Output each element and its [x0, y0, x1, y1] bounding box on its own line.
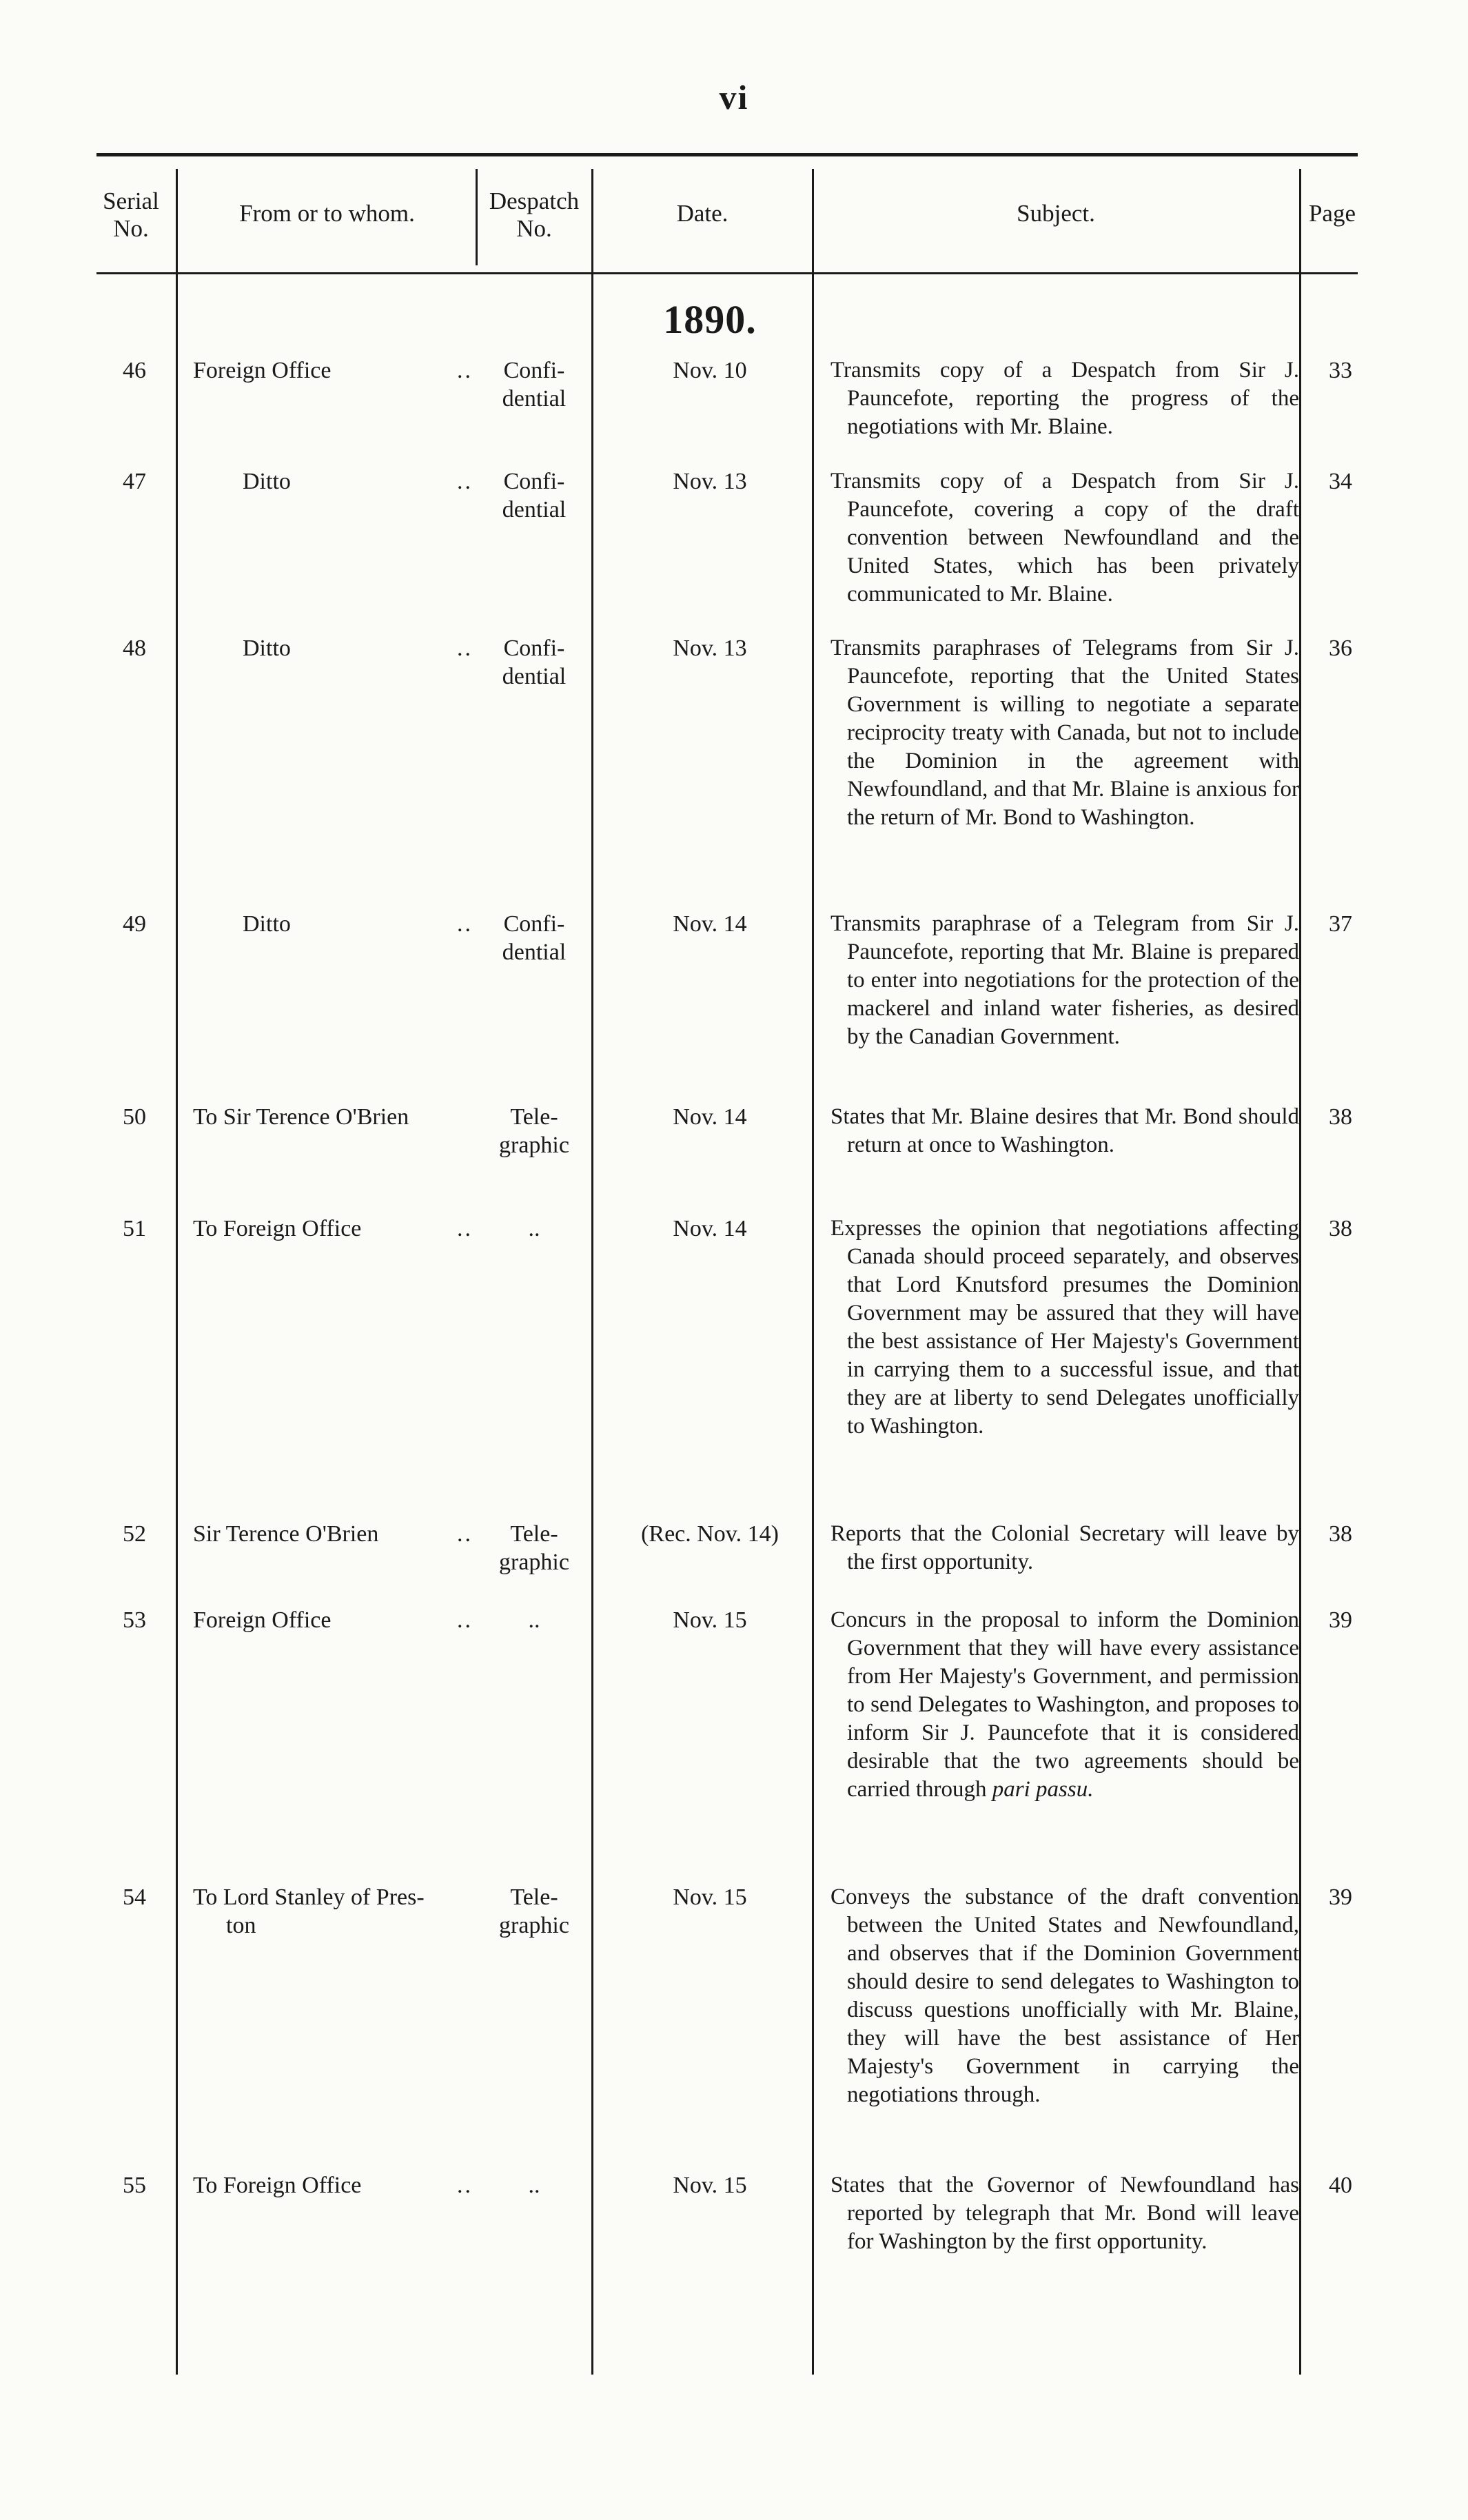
page-reference: 38 [1329, 1521, 1352, 1547]
despatch-line: Tele- [510, 1104, 558, 1130]
serial-number: 52 [123, 1521, 146, 1547]
header-date: Date. [676, 200, 728, 227]
despatch-number [476, 356, 593, 413]
subject-text: Concurs in the proposal to inform the Dominion Government that they will have every assistance from Her Majesty's Government, and permission to send Delegates to Washington, and proposes to inform Sir J. Pauncefote that it is considered desirable that the two agreements should be carried through [830, 1607, 1299, 1802]
header-page: Page [1308, 200, 1356, 227]
from-leader: .. [457, 469, 473, 494]
header-subject: Subject. [1017, 200, 1095, 227]
page-reference: 39 [1329, 1607, 1352, 1633]
serial-number: 46 [123, 358, 146, 383]
date: Nov. 15 [673, 2173, 747, 2198]
from-line: Ditto [243, 469, 291, 494]
header-serial [90, 187, 172, 243]
date: Nov. 14 [673, 1104, 747, 1130]
date: Nov. 13 [673, 469, 747, 494]
subject [830, 1606, 1299, 1804]
from-leader: .. [457, 1521, 473, 1547]
from-to-whom [193, 467, 476, 496]
subject: Conveys the substance of the draft convention between the United States and Newfoundland, and observes that if the Dominion Government should desire to send delegates to Washington to discuss questions unofficially with Mr. Blaine, they will have the best assistance of Her Majesty's Government in carrying the negotiations through. [830, 1884, 1299, 2107]
from-to-whom [193, 1103, 476, 1131]
date: Nov. 13 [673, 636, 747, 661]
from-to-whom [193, 2171, 476, 2199]
despatch-line: .. [528, 2173, 540, 2198]
page-number: vi [719, 78, 749, 116]
despatch-line: Confi- [503, 911, 565, 937]
page-reference: 36 [1329, 636, 1352, 661]
from-line: Ditto [243, 636, 291, 661]
serial-number: 54 [123, 1884, 146, 1910]
despatch-line: dential [502, 386, 567, 411]
despatch-line: Tele- [510, 1521, 558, 1547]
header-serial-line2: No. [113, 215, 149, 242]
despatch-number [476, 1215, 593, 1243]
serial-number: 49 [123, 911, 146, 937]
date: Nov. 10 [673, 358, 747, 383]
header-serial-line1: Serial [103, 187, 159, 214]
serial-number: 48 [123, 636, 146, 661]
header-despatch-line1: Despatch [489, 187, 580, 214]
despatch-line: .. [528, 1216, 540, 1241]
from-line: ton [226, 1913, 256, 1938]
despatch-number [476, 1606, 593, 1634]
from-line: Foreign Office [193, 1607, 332, 1633]
from-leader: .. [457, 636, 473, 661]
page-reference: 37 [1329, 911, 1352, 937]
from-to-whom [193, 1606, 476, 1634]
page-reference: 33 [1329, 358, 1352, 383]
col-divider-4 [812, 169, 814, 2375]
subject: Transmits copy of a Despatch from Sir J. Pauncefote, covering a copy of the draft convention between Newfoundland and the United States, which has been privately communicated to Mr. Blaine. [830, 469, 1299, 607]
from-to-whom [193, 1883, 476, 1940]
subject: Expresses the opinion that negotiations affecting Canada should proceed separately, and observes that Lord Knutsford presumes the Dominion Government may be assured that they will have the best assistance of Her Majesty's Government in carrying them to a successful issue, and that they are at liberty to send Delegates unofficially to Washington. [830, 1216, 1299, 1439]
despatch-line: dential [502, 664, 567, 689]
from-leader: .. [457, 2173, 473, 2198]
subject: Transmits paraphrase of a Telegram from Sir J. Pauncefote, reporting that Mr. Blaine is prepared to enter into negotiations for the protection of the mackerel and inland water fisheries, as desired by the Canadian Government. [830, 911, 1299, 1049]
col-divider-1 [176, 169, 178, 2375]
from-to-whom [193, 356, 476, 385]
from-line: To Sir Terence O'Brien [193, 1104, 409, 1130]
despatch-line: Confi- [503, 358, 565, 383]
subject: Transmits paraphrases of Telegrams from Sir J. Pauncefote, reporting that the United States Government is willing to negotiate a separate reciprocity treaty with Canada, but not to include the Dominion in the agreement with Newfoundland, and that Mr. Blaine is anxious for the return of Mr. Bond to Washington. [830, 636, 1299, 830]
despatch-number [476, 634, 593, 691]
date: (Rec. Nov. 14) [641, 1521, 779, 1547]
date: Nov. 15 [673, 1884, 747, 1910]
from-line: Foreign Office [193, 358, 332, 383]
despatch-line: graphic [499, 1549, 569, 1575]
page-reference: 39 [1329, 1884, 1352, 1910]
despatch-line: Confi- [503, 636, 565, 661]
despatch-number [476, 1520, 593, 1576]
despatch-line: Tele- [510, 1884, 558, 1910]
serial-number: 55 [123, 2173, 146, 2198]
date: Nov. 14 [673, 911, 747, 937]
subject: Transmits copy of a Despatch from Sir J. Pauncefote, reporting the progress of the negotiations with Mr. Blaine. [830, 358, 1299, 439]
from-to-whom [193, 1520, 476, 1548]
header-bottom-rule [96, 272, 1358, 274]
serial-number: 53 [123, 1607, 146, 1633]
subject: States that Mr. Blaine desires that Mr. Bond should return at once to Washington. [830, 1104, 1299, 1157]
serial-number: 50 [123, 1104, 146, 1130]
from-to-whom [193, 634, 476, 662]
despatch-line: dential [502, 497, 567, 522]
despatch-line: graphic [499, 1132, 569, 1158]
despatch-line: graphic [499, 1913, 569, 1938]
subject-italic: pari passu. [992, 1777, 1094, 1802]
header-top-rule [96, 153, 1358, 156]
from-line: Ditto [243, 911, 291, 937]
header-from: From or to whom. [239, 200, 415, 227]
despatch-number [476, 910, 593, 966]
from-line: Sir Terence O'Brien [193, 1521, 379, 1547]
subject: States that the Governor of Newfoundland has reported by telegraph that Mr. Bond will leave for Washington by the first opportunity. [830, 2173, 1299, 2254]
page-reference: 40 [1329, 2173, 1352, 2198]
from-leader: .. [457, 911, 473, 937]
header-despatch-line2: No. [516, 215, 552, 242]
from-line: To Foreign Office [193, 1216, 362, 1241]
page-reference: 34 [1329, 469, 1352, 494]
despatch-line: dential [502, 939, 567, 965]
serial-number: 51 [123, 1216, 146, 1241]
despatch-number [476, 1103, 593, 1159]
from-leader: .. [457, 358, 473, 383]
despatch-line: Confi- [503, 469, 565, 494]
date: Nov. 14 [673, 1216, 747, 1241]
col-divider-5 [1299, 169, 1301, 2375]
despatch-number [476, 1883, 593, 1940]
from-leader: .. [457, 1607, 473, 1633]
from-to-whom [193, 910, 476, 938]
serial-number: 47 [123, 469, 146, 494]
subject: Reports that the Colonial Secretary will leave by the first opportunity. [830, 1521, 1299, 1574]
page-reference: 38 [1329, 1216, 1352, 1241]
despatch-number [476, 2171, 593, 2199]
year-heading: 1890. [663, 297, 757, 342]
from-line: To Lord Stanley of Pres- [193, 1884, 425, 1910]
despatch-line: .. [528, 1607, 540, 1633]
from-to-whom [193, 1215, 476, 1243]
page-reference: 38 [1329, 1104, 1352, 1130]
from-leader: .. [457, 1216, 473, 1241]
header-despatch [476, 187, 593, 243]
from-line: To Foreign Office [193, 2173, 362, 2198]
date: Nov. 15 [673, 1607, 747, 1633]
despatch-number [476, 467, 593, 524]
